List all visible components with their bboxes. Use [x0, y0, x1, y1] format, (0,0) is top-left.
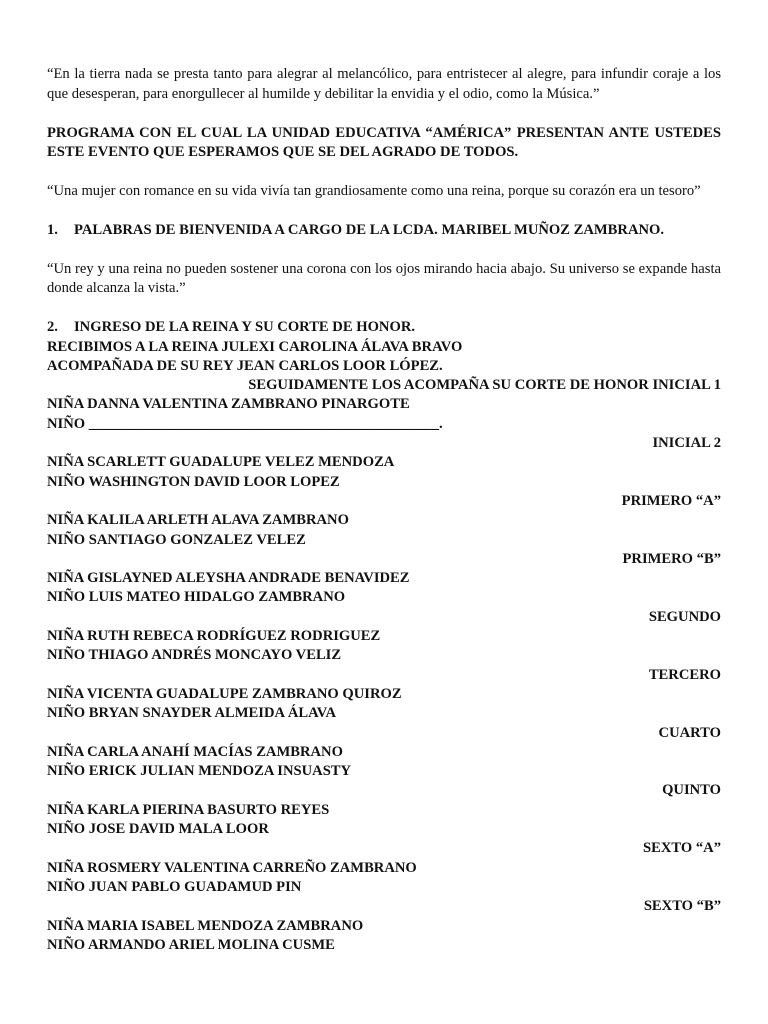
court-girl: NIÑA RUTH REBECA RODRÍGUEZ RODRIGUEZ — [47, 628, 381, 645]
program-intro: PROGRAMA CON EL CUAL LA UNIDAD EDUCATIVA “AMÉRICA” PRESENTAN ANTE USTEDES ESTE EVENTO QUE ESPERAMOS QUE SE DEL AGRADO DE TODOS. — [47, 124, 721, 160]
court-grade: SEGUNDO — [648, 608, 721, 625]
court-list — [47, 395, 721, 955]
quote-music: “En la tierra nada se presta tanto para alegrar al melancólico, para entristecer al alegre, para infundir coraje a los que desesperan, para enorgullecer al humilde y debilitar la envidia y el odio, como la Música.” — [47, 66, 721, 102]
court-grade: TERCERO — [648, 666, 721, 683]
court-intro: SEGUIDAMENTE LOS ACOMPAÑA SU CORTE DE HONOR INICIAL 1 — [248, 377, 721, 394]
queen-line: RECIBIMOS A LA REINA JULEXI CAROLINA ÁLAVA BRAVO — [47, 338, 463, 355]
court-boy: NIÑO LUIS MATEO HIDALGO ZAMBRANO — [47, 589, 346, 606]
court-boy: NIÑO ARMANDO ARIEL MOLINA CUSME — [47, 936, 335, 953]
court-girl: NIÑA CARLA ANAHÍ MACÍAS ZAMBRANO — [47, 743, 343, 760]
court-grade: QUINTO — [662, 782, 721, 799]
court-boy: NIÑO ERICK JULIAN MENDOZA INSUASTY — [47, 763, 352, 780]
court-boy: NIÑO JUAN PABLO GUADAMUD PIN — [47, 878, 302, 895]
court-girl: NIÑA SCARLETT GUADALUPE VELEZ MENDOZA — [47, 454, 395, 471]
court-grade: INICIAL 2 — [652, 435, 721, 452]
item-number: 2. — [47, 319, 58, 336]
court-girl: NIÑA ROSMERY VALENTINA CARREÑO ZAMBRANO — [47, 859, 417, 876]
court-girl: NIÑA KARLA PIERINA BASURTO REYES — [47, 801, 330, 818]
court-grade: SEXTO “B” — [643, 898, 721, 915]
quote-romance: “Una mujer con romance en su vida vivía tan grandiosamente como una reina, porque su corazón era un tesoro” — [47, 183, 701, 199]
court-girl: NIÑA DANNA VALENTINA ZAMBRANO PINARGOTE — [47, 396, 410, 413]
court-boy: NIÑO SANTIAGO GONZALEZ VELEZ — [47, 531, 306, 548]
court-girl: NIÑA KALILA ARLETH ALAVA ZAMBRANO — [47, 512, 349, 529]
court-grade: PRIMERO “A” — [621, 492, 721, 509]
court-boy: NIÑO JOSE DAVID MALA LOOR — [47, 821, 269, 838]
program-item-2 — [47, 318, 721, 337]
court-girl: NIÑA VICENTA GUADALUPE ZAMBRANO QUIROZ — [47, 685, 402, 702]
court-grade: PRIMERO “B” — [622, 550, 721, 567]
program-item-1 — [47, 221, 721, 240]
court-girl: NIÑA GISLAYNED ALEYSHA ANDRADE BENAVIDEZ — [47, 570, 410, 587]
court-grade: CUARTO — [658, 724, 721, 741]
court-boy: NIÑO THIAGO ANDRÉS MONCAYO VELIZ — [47, 647, 342, 664]
item-text: INGRESO DE LA REINA Y SU CORTE DE HONOR. — [74, 319, 416, 336]
item-text: PALABRAS DE BIENVENIDA A CARGO DE LA LCDA. MARIBEL MUÑOZ ZAMBRANO. — [74, 222, 665, 238]
item-number: 1. — [47, 222, 58, 238]
court-boy: NIÑO BRYAN SNAYDER ALMEIDA ÁLAVA — [47, 705, 336, 722]
court-boy: NIÑO ________________________________________________. — [47, 415, 443, 432]
court-boy: NIÑO WASHINGTON DAVID LOOR LOPEZ — [47, 473, 340, 490]
king-line: ACOMPAÑADA DE SU REY JEAN CARLOS LOOR LÓPEZ. — [47, 357, 443, 374]
court-grade: SEXTO “A” — [643, 840, 721, 857]
quote-crown: “Un rey y una reina no pueden sostener una corona con los ojos mirando hacia abajo. Su universo se expande hasta donde alcanza la vista.” — [47, 260, 721, 297]
court-girl: NIÑA MARIA ISABEL MENDOZA ZAMBRANO — [47, 917, 364, 934]
document-page — [47, 65, 721, 955]
